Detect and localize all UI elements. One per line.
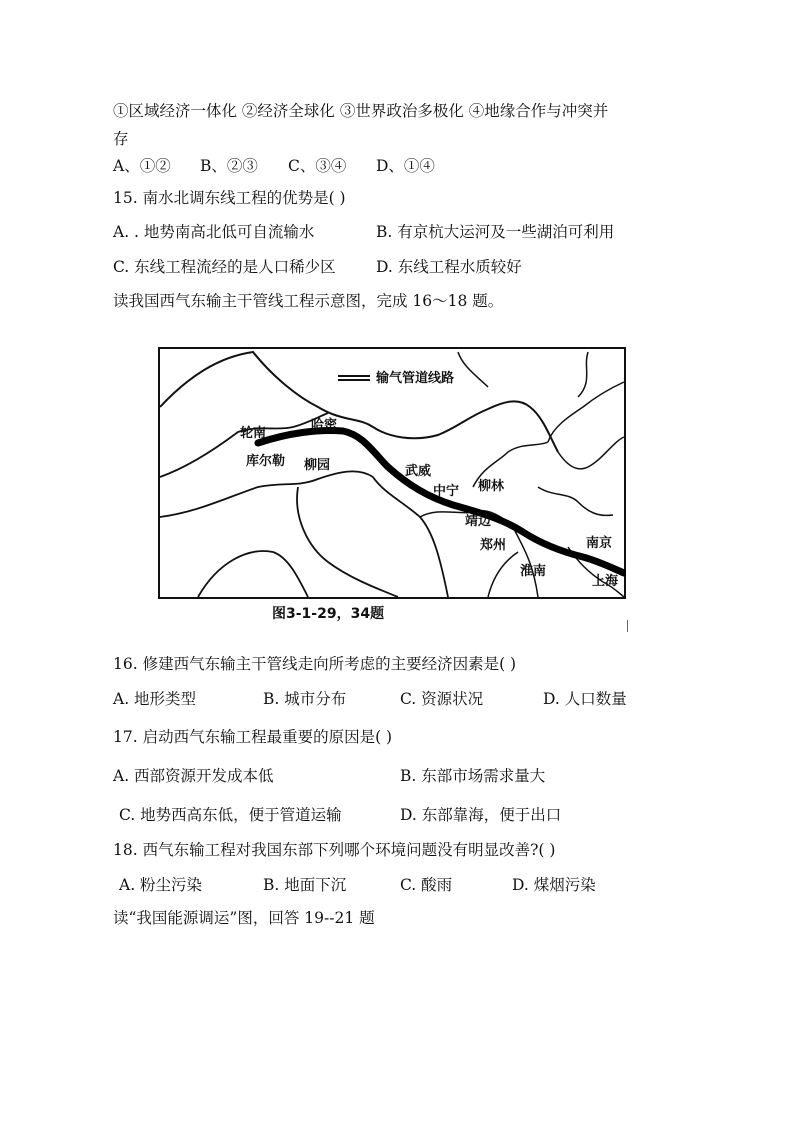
q18-option-d: D. 煤烟污染 [512, 876, 596, 894]
q14-line2: 存 [113, 130, 129, 148]
q17-option-d: D. 东部靠海，便于出口 [400, 806, 562, 824]
label-wuwei: 武威 [405, 464, 432, 479]
q18-option-b: B. 地面下沉 [263, 876, 347, 894]
intro-16-18: 读我国西气东输主干管线工程示意图，完成 16～18 题。 [113, 292, 504, 310]
map-caption: 图3-1-29，34题 [272, 606, 385, 622]
intro-19-21: 读“我国能源调运”图，回答 19--21 题 [113, 909, 375, 927]
label-lunnan: 轮南 [240, 426, 267, 441]
q14-option-d: D、①④ [376, 157, 435, 175]
q14-option-b: B、②③ [200, 157, 258, 175]
label-liuyuan: 柳园 [304, 458, 331, 473]
q15-option-b: B. 有京杭大运河及一些湖泊可利用 [376, 223, 615, 241]
q17-option-a: A. 西部资源开发成本低 [113, 767, 274, 785]
label-jingbian: 靖边 [465, 514, 492, 529]
q18-option-c: C. 酸雨 [400, 876, 453, 894]
label-hami: 哈密 [311, 418, 338, 433]
label-korla: 库尔勒 [246, 454, 286, 469]
q16-option-d: D. 人口数量 [543, 690, 627, 708]
q14-option-c: C、③④ [288, 157, 347, 175]
label-shanghai: 上海 [592, 574, 619, 589]
q18-stem: 18. 西气东输工程对我国东部下列哪个环境问题没有明显改善?( ) [113, 841, 556, 859]
label-zhengzhou: 郑州 [480, 538, 507, 553]
q17-option-c: C. 地势西高东低，便于管道运输 [119, 806, 342, 824]
map-legend: 输气管道线路 [376, 371, 455, 386]
q16-stem: 16. 修建西气东输主干管线走向所考虑的主要经济因素是( ) [113, 655, 517, 673]
q15-option-d: D. 东线工程水质较好 [376, 258, 522, 276]
q15-option-c: C. 东线工程流经的是人口稀少区 [113, 258, 336, 276]
label-zhongning: 中宁 [433, 484, 460, 499]
q17-stem: 17. 启动西气东输工程最重要的原因是( ) [113, 728, 393, 746]
q15-option-a: A. . 地势南高北低可自流输水 [113, 223, 315, 241]
q14-line1: ①区域经济一体化 ②经济全球化 ③世界政治多极化 ④地缘合作与冲突并 [113, 102, 609, 120]
q16-option-c: C. 资源状况 [400, 690, 484, 708]
q14-option-a: A、①② [113, 157, 171, 175]
label-liulin: 柳林 [478, 479, 505, 494]
q16-option-a: A. 地形类型 [113, 690, 197, 708]
q16-option-b: B. 城市分布 [263, 690, 347, 708]
pipeline-map [158, 347, 626, 599]
q15-stem: 15. 南水北调东线工程的优势是( ) [113, 189, 346, 207]
q17-option-b: B. 东部市场需求量大 [400, 767, 546, 785]
label-huainan: 淮南 [520, 564, 547, 579]
q18-option-a: A. 粉尘污染 [119, 876, 203, 894]
stray-mark [627, 620, 628, 632]
label-nanjing: 南京 [586, 536, 613, 551]
